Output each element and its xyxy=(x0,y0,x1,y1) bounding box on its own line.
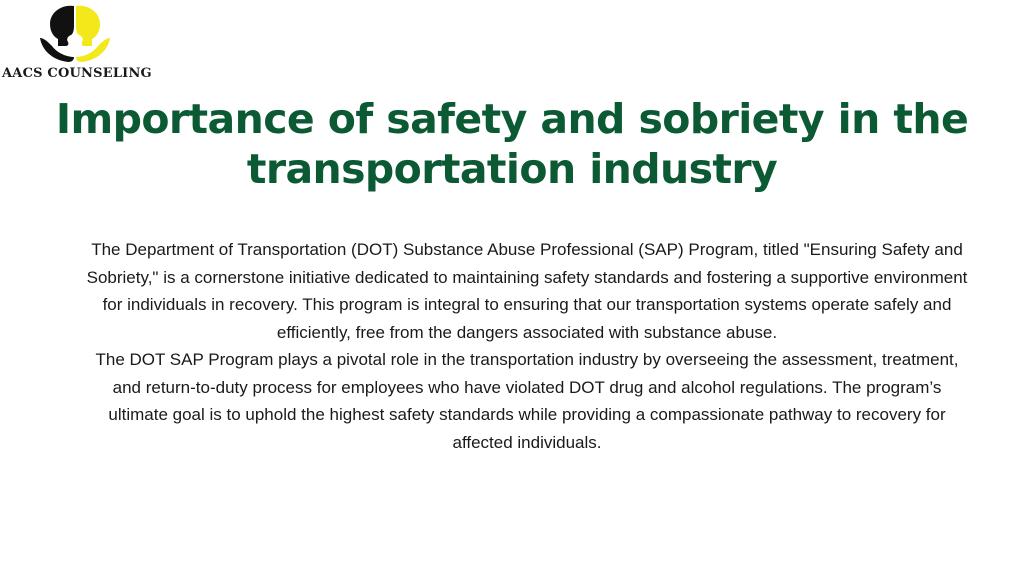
logo-text: AACS COUNSELING xyxy=(2,66,152,81)
paragraph-intro: The Department of Transportation (DOT) Substance Abuse Professional (SAP) Program, titled "Ensuring Safety and Sobriety," is a cornerstone initiative dedicated to maintaining safety standards and fostering a supportive environment for individuals in recovery. This program is integral to ensuring that our transportation systems operate safely and efficiently, free from the dangers associated with substance abuse. xyxy=(86,240,968,342)
body-text xyxy=(84,236,970,456)
page-title: Importance of safety and sobriety in the transportation industry xyxy=(55,95,969,193)
logo-mark-icon xyxy=(38,2,112,66)
logo xyxy=(0,0,160,90)
paragraph-program-role: The DOT SAP Program plays a pivotal role in the transportation industry by overseeing the assessment, treatment, and return-to-duty process for employees who have violated DOT drug and alcohol regulations. The program’s ultimate goal is to uphold the highest safety standards while providing a compassionate pathway to recovery for affected individuals. xyxy=(95,350,959,452)
